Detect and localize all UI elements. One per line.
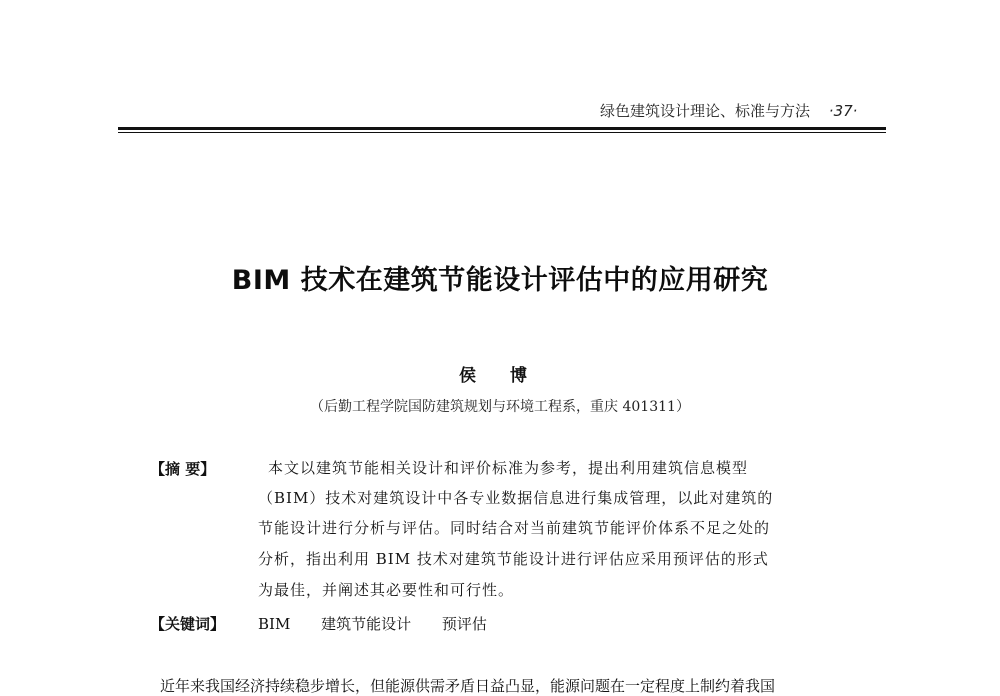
running-header	[600, 100, 857, 121]
keyword-item: 建筑节能设计	[321, 615, 412, 633]
abstract-line: 分析，指出利用 BIM 技术对建筑节能设计进行评估应采用预评估的形式	[258, 550, 769, 568]
keywords-list	[258, 613, 513, 634]
header-rule-thin	[118, 132, 886, 133]
author-affiliation: （后勤工程学院国防建筑规划与环境工程系，重庆 401311）	[310, 399, 690, 415]
header-rule-thick	[118, 127, 886, 130]
abstract-line: 节能设计进行分析与评估。同时结合对当前建筑节能评价体系不足之处的	[258, 519, 771, 537]
page-number: ·37·	[828, 102, 858, 120]
keyword-item: BIM	[258, 615, 291, 633]
keyword-item: 预评估	[441, 615, 487, 633]
running-title: 绿色建筑设计理论、标准与方法	[600, 102, 811, 120]
abstract-line: 为最佳，并阐述其必要性和可行性。	[258, 581, 515, 599]
abstract-line: （BIM）技术对建筑设计中各专业数据信息进行集成管理，以此对建筑的	[258, 489, 774, 507]
abstract-label: 【摘 要】	[150, 460, 216, 478]
author-name: 侯 博	[459, 366, 541, 386]
keywords-label: 【关键词】	[150, 615, 226, 633]
body-text-line: 近年来我国经济持续稳步增长，但能源供需矛盾日益凸显，能源问题在一定程度上制约着我国	[160, 677, 776, 695]
abstract-line: 本文以建筑节能相关设计和评价标准为参考，提出利用建筑信息模型	[268, 459, 749, 477]
article-title: BIM 技术在建筑节能设计评估中的应用研究	[231, 265, 769, 296]
